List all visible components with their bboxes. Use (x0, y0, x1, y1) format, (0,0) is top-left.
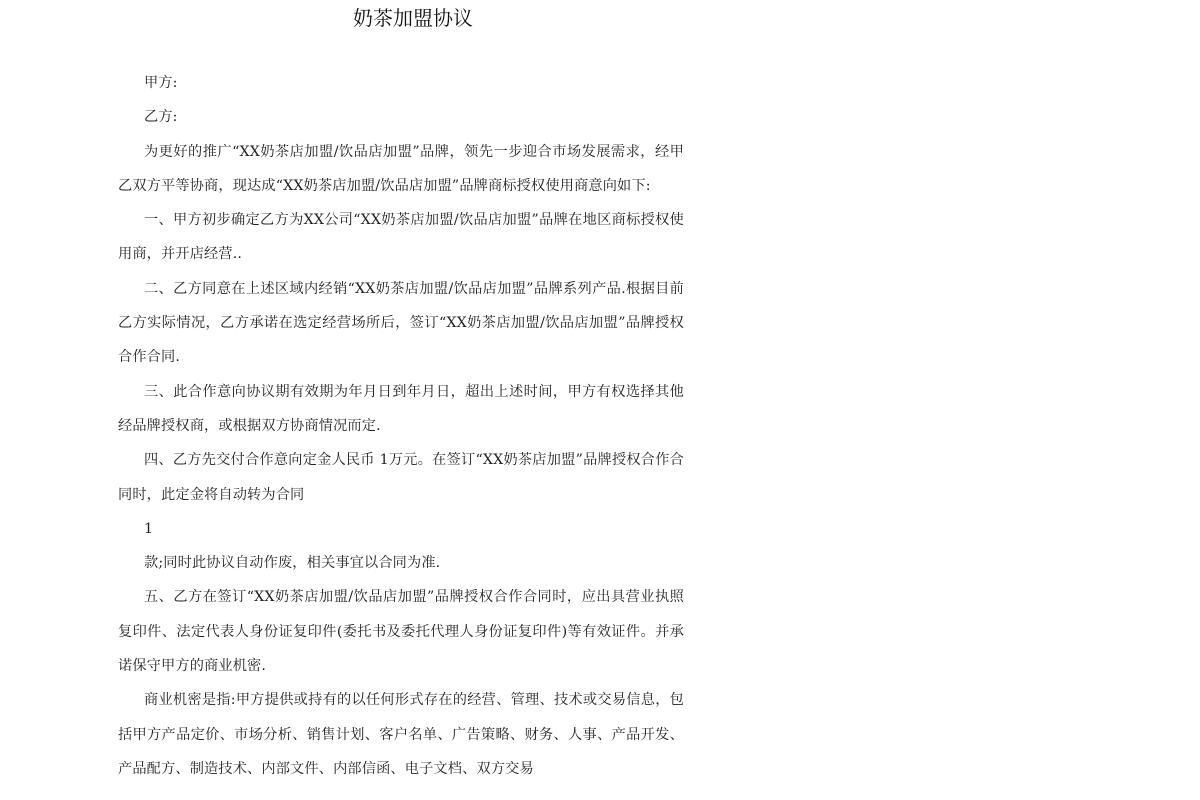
party-a-line: 甲方: (144, 75, 178, 91)
clause-3-paragraph: 三、此合作意向协议期有效期为年月日到年月日，超出上述时间，甲方有权选择其他经品牌授权商，或根据双方协商情况而定. (118, 383, 684, 434)
preamble-paragraph: 为更好的推广“XX奶茶店加盟/饮品店加盟”品牌，领先一步迎合市场发展需求，经甲乙双方平等协商，现达成“XX奶茶店加盟/饮品店加盟”品牌商标授权使用商意向如下: (118, 143, 684, 194)
party-b-line: 乙方: (144, 109, 178, 126)
clause-4-continuation: 款;同时此协议自动作废，相关事宜以合同为准. (144, 555, 441, 572)
clause-4-paragraph: 四、乙方先交付合作意向定金人民币 1万元。在签订“XX奶茶店加盟”品牌授权合作合同时，此定金将自动转为合同 (118, 452, 684, 503)
document-body (118, 66, 684, 786)
clause-2-paragraph: 二、乙方同意在上述区域内经销“XX奶茶店加盟/饮品店加盟”品牌系列产品.根据目前乙方实际情况，乙方承诺在选定经营场所后，签订“XX奶茶店加盟/饮品店加盟”品牌授权合作合同. (118, 280, 684, 366)
document-title: 奶茶加盟协议 (353, 6, 473, 30)
page-number: 1 (144, 520, 154, 537)
clause-5-paragraph: 五、乙方在签订“XX奶茶店加盟/饮品店加盟”品牌授权合作合同时，应出具营业执照复印件、法定代表人身份证复印件(委托书及委托代理人身份证复印件)等有效证件。并承诺保守甲方的商业机密. (118, 589, 684, 675)
trade-secret-paragraph: 商业机密是指:甲方提供或持有的以任何形式存在的经营、管理、技术或交易信息，包括甲方产品定价、市场分析、销售计划、客户名单、广告策略、财务、人事、产品开发、产品配方、制造技术、内部文件、内部信函、电子文档、双方交易 (118, 692, 684, 777)
clause-1-paragraph: 一、甲方初步确定乙方为XX公司“XX奶茶店加盟/饮品店加盟”品牌在地区商标授权使用商，并开店经营.. (118, 212, 684, 263)
